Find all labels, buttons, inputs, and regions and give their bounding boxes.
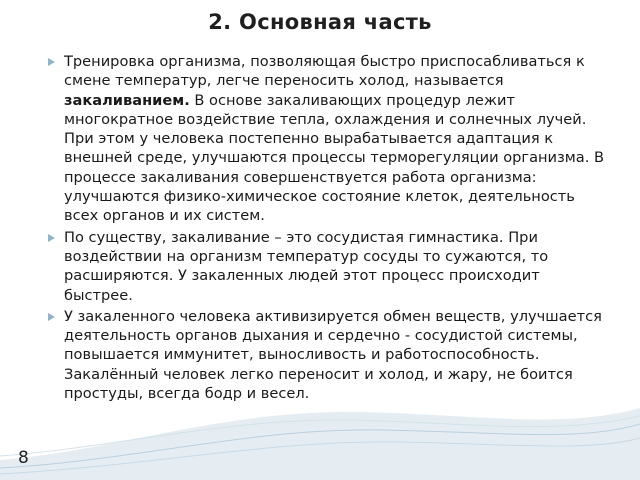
bullet-item-benefits (48, 307, 608, 403)
bullet-marker-icon (48, 313, 55, 321)
bullet-text: По существу, закаливание – это сосудистая гимнастика. При воздействии на организм температур сосуды то сужаются, то расширяются. У закаленных людей этот процесс происходит быстрее. (64, 228, 549, 304)
bullet-text-before: Тренировка организма, позволяющая быстро приспосабливаться к смене температур, легче переносить холод, называется (64, 53, 585, 90)
bullet-bold-term: закаливанием. (64, 91, 190, 109)
bullet-item-vascular-gymnastics (48, 228, 608, 305)
page-number: 8 (18, 448, 29, 468)
bullet-item-hardening (48, 52, 608, 226)
slide-title: 2. Основная часть (208, 10, 432, 34)
bullet-marker-icon (48, 234, 55, 242)
bullet-list (48, 52, 608, 405)
bullet-marker-icon (48, 58, 55, 66)
bullet-text-after: В основе закаливающих процедур лежит многократное воздействие тепла, охлаждения и солнечных лучей. При этом у человека постепенно вырабатывается адаптация к внешней среде, улучшаются процессы терморегуляции организма. В процессе закаливания совершенствуется работа организма: улучшаются физико-химическое состояние клеток, деятельность всех органов и их систем. (64, 91, 605, 225)
bullet-text: У закаленного человека активизируется обмен веществ, улучшается деятельность органов дыхания и сердечно - сосудистой системы, повышается иммунитет, выносливость и работоспособность. Закалённый человек легко переносит и холод, и жару, не боится простуды, всегда бодр и весел. (64, 307, 602, 403)
